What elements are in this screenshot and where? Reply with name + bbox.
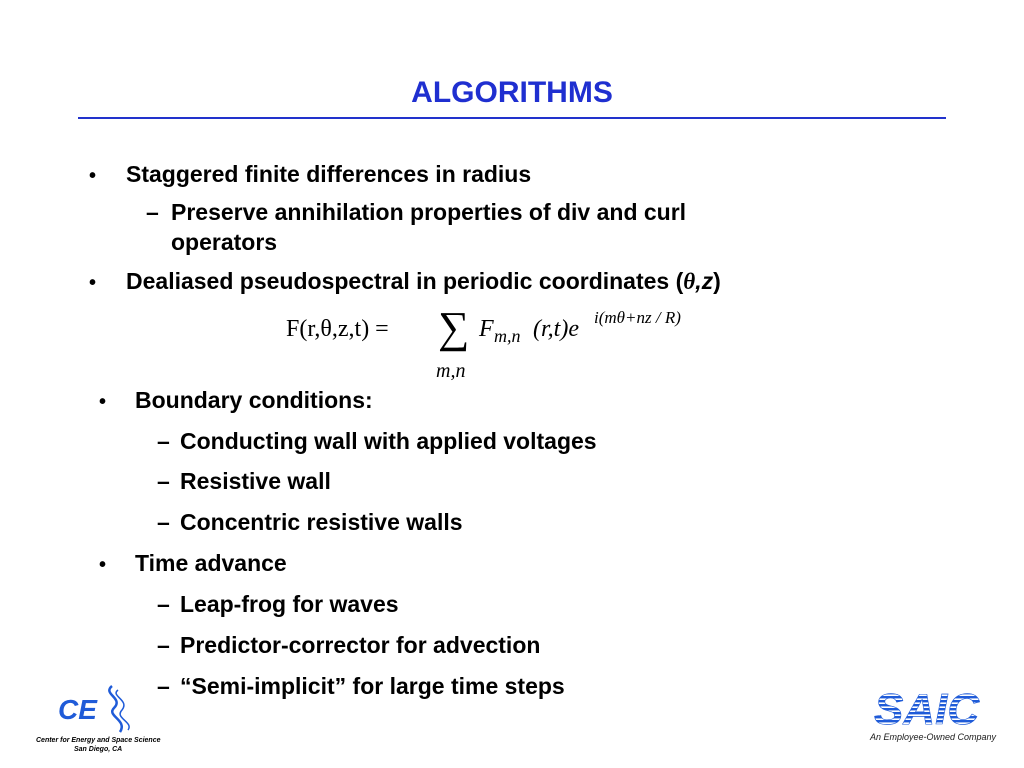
cess-logo <box>18 678 168 758</box>
equation-term: F <box>479 316 494 342</box>
sub-bullet-conducting-wall: Conducting wall with applied voltages <box>180 428 597 454</box>
sub-bullet-concentric-walls: Concentric resistive walls <box>180 509 463 535</box>
bullet-marker: • <box>89 272 97 294</box>
bullet-dealiased-pseudospectral <box>126 266 721 297</box>
z-symbol: ,z <box>695 268 714 294</box>
bullet-marker: • <box>99 554 107 576</box>
bullet-marker: • <box>89 165 97 187</box>
bullet-staggered-differences: Staggered finite differences in radius <box>126 161 532 187</box>
equation-lhs: F(r,θ,z,t) = <box>286 316 389 342</box>
bullet-marker: • <box>99 391 107 413</box>
summation-index: m,n <box>436 360 466 382</box>
equation-term-subscript: m,n <box>494 326 521 346</box>
sub-bullet-marker: – <box>157 509 170 535</box>
title-divider <box>78 117 946 119</box>
cess-caption-line1: Center for Energy and Space Science <box>36 737 161 744</box>
bullet-text: Dealiased pseudospectral in periodic coordinates ( <box>126 268 684 294</box>
bullet-time-advance: Time advance <box>135 550 287 576</box>
sub-bullet-marker: – <box>146 199 159 225</box>
sub-bullet-leap-frog: Leap-frog for waves <box>180 591 399 617</box>
summation-symbol: ∑ <box>438 303 470 352</box>
sub-bullet-marker: – <box>157 673 170 699</box>
sub-bullet-predictor-corrector: Predictor-corrector for advection <box>180 632 541 658</box>
saic-logo <box>868 684 998 754</box>
sub-bullet-preserve-annihilation-cont: operators <box>171 229 278 255</box>
sub-bullet-marker: – <box>157 632 170 658</box>
saic-wordmark-icon <box>868 684 996 730</box>
equation-term-args: (r,t)e <box>533 316 579 342</box>
fourier-equation <box>286 303 766 386</box>
cess-logo-text: CE <box>58 694 97 725</box>
cess-swirl-icon <box>98 684 138 736</box>
bullet-boundary-conditions: Boundary conditions: <box>135 387 373 413</box>
bullet-text-suffix: ) <box>713 268 721 294</box>
sub-bullet-marker: – <box>157 591 170 617</box>
saic-wordmark-text: SAIC <box>874 685 980 730</box>
cess-caption-line2: San Diego, CA <box>74 746 123 753</box>
theta-symbol: θ <box>683 269 696 294</box>
equation-exponent: i(mθ+nz / R) <box>594 308 681 327</box>
page-title: ALGORITHMS <box>411 76 613 109</box>
saic-tagline: An Employee-Owned Company <box>870 732 997 742</box>
sub-bullet-preserve-annihilation: Preserve annihilation properties of div and curl <box>171 199 687 225</box>
sub-bullet-resistive-wall: Resistive wall <box>180 468 331 494</box>
sub-bullet-semi-implicit: “Semi-implicit” for large time steps <box>180 673 565 699</box>
sub-bullet-marker: – <box>157 468 170 494</box>
sub-bullet-marker: – <box>157 428 170 454</box>
